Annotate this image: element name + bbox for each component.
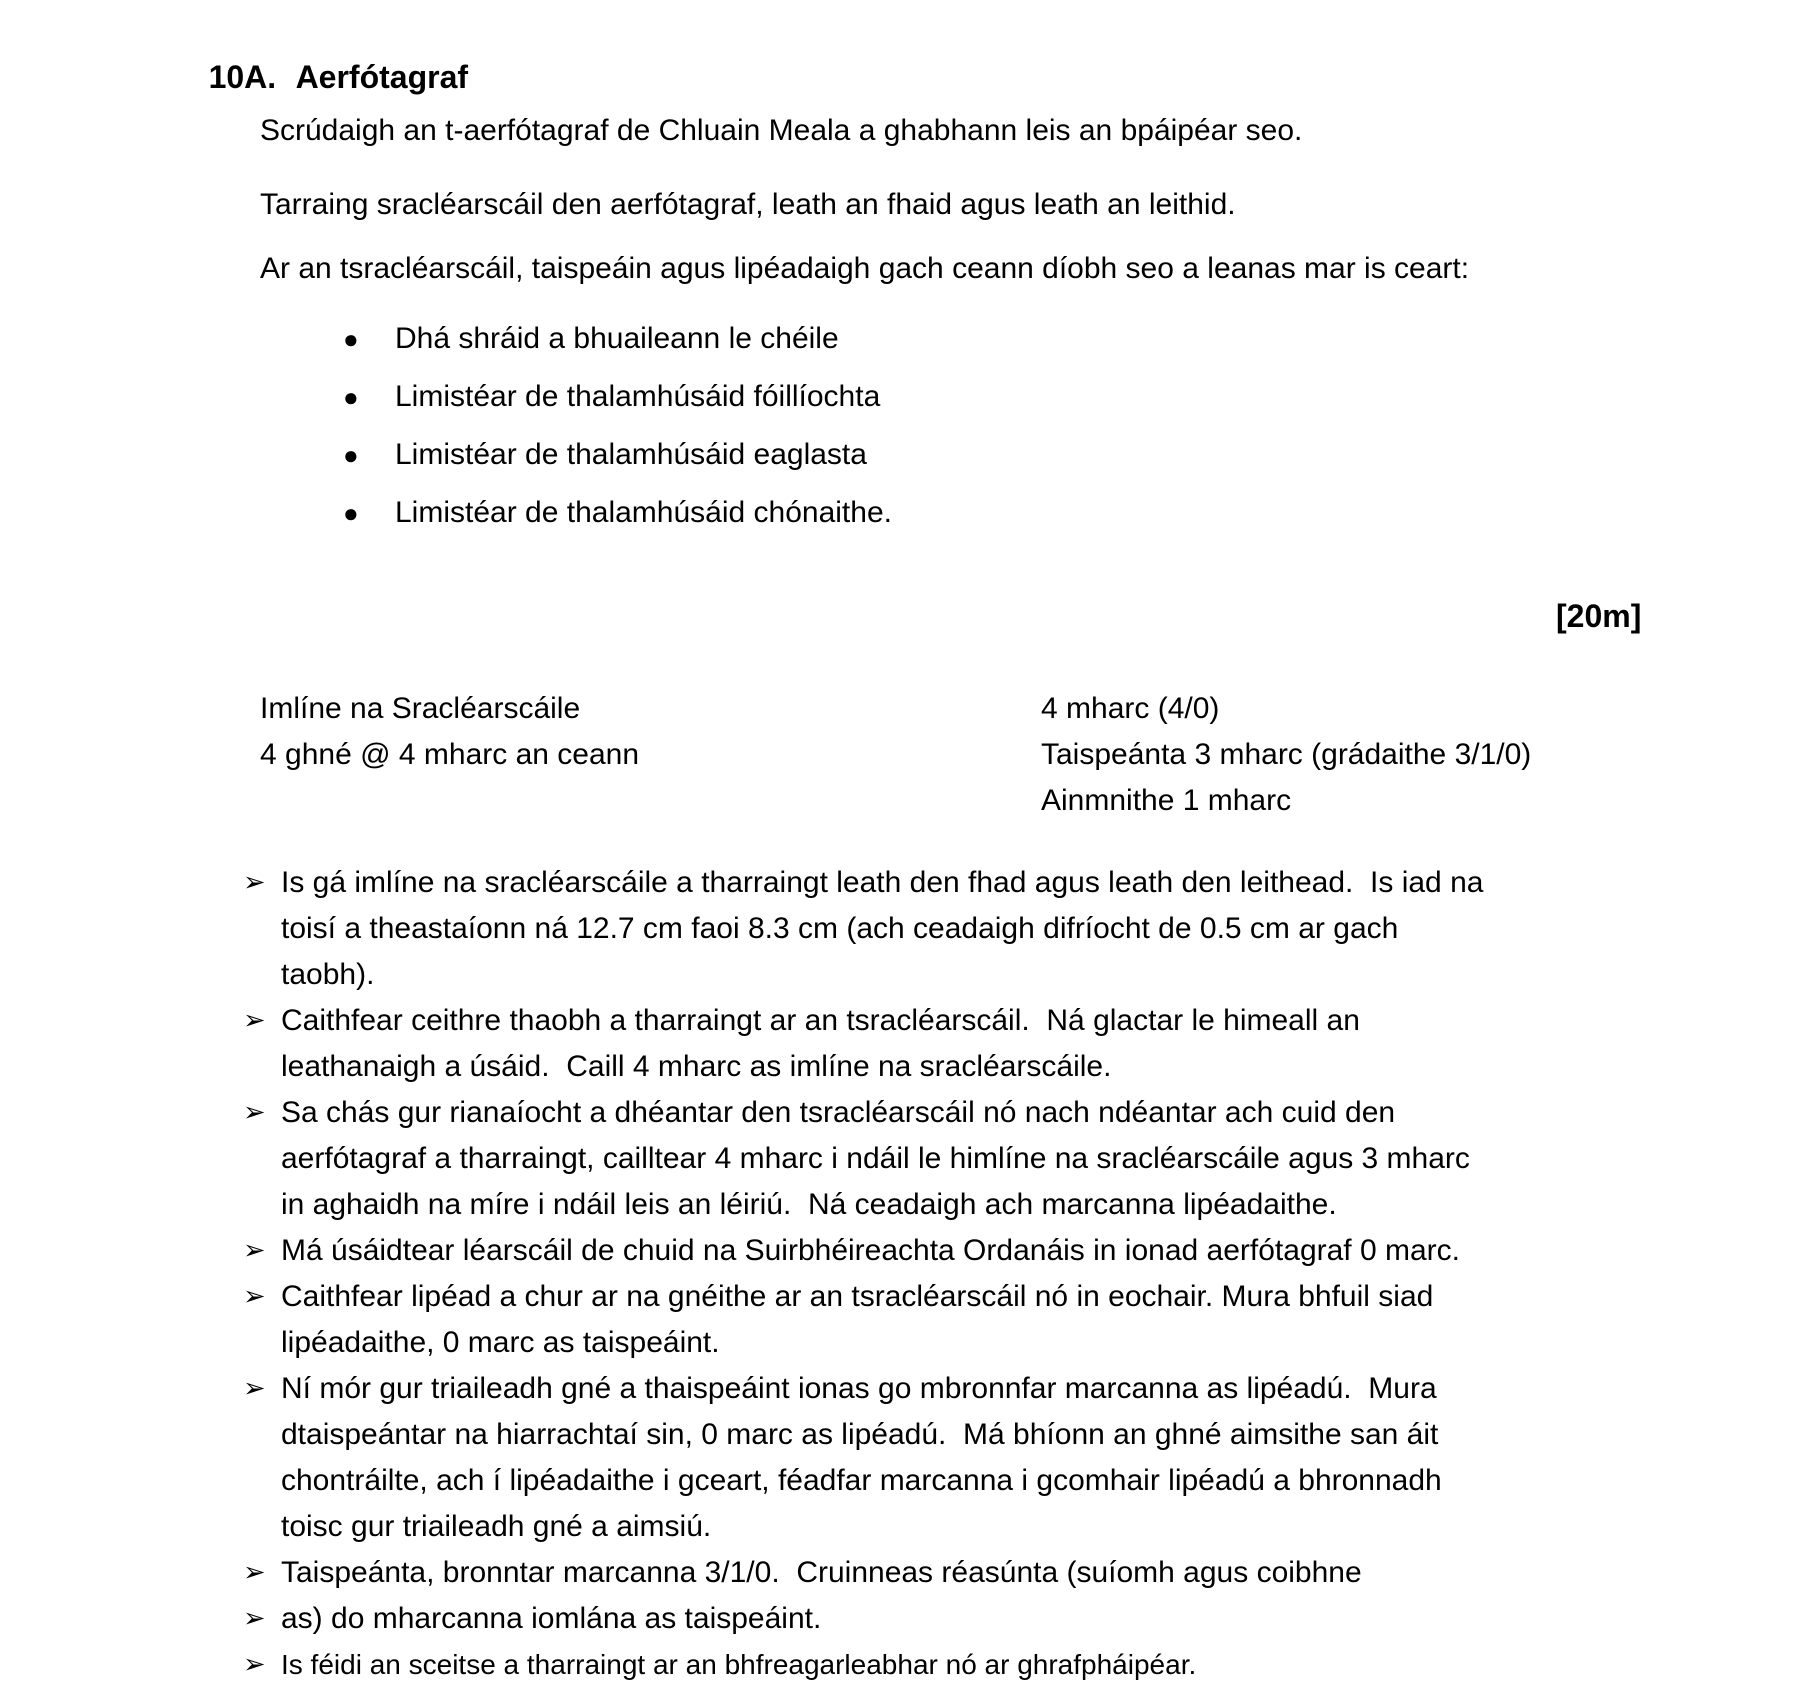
feature-bullet-text: Dhá shráid a bhuaileann le chéile	[395, 322, 839, 355]
feature-bullet-item	[343, 436, 892, 494]
question-title-text: Aerfótagraf	[295, 59, 469, 95]
marking-note-line: Taispeánta, bronntar marcanna 3/1/0. Cruinneas réasúnta (suíomh agus coibhne	[281, 1556, 1362, 1589]
marking-note-line: Is féidi an sceitse a tharraingt ar an bhfreagarleabhar nó ar ghrafpháipéar.	[281, 1649, 1197, 1680]
feature-bullet-item	[343, 320, 892, 378]
intro-paragraph-2: Tarraing sracléarscáil den aerfótagraf, leath an fhaid agus leath an leithid.	[260, 188, 1236, 221]
marking-note-item	[243, 1090, 1483, 1228]
grading-line: Ainmnithe 1 mharc	[1041, 784, 1292, 817]
marking-notes-list	[243, 860, 1483, 1688]
feature-bullet-text: Limistéar de thalamhúsáid fóillíochta	[395, 380, 881, 413]
intro-paragraph-1: Scrúdaigh an t-aerfótagraf de Chluain Meala a ghabhann leis an bpáipéar seo.	[260, 114, 1303, 147]
grading-left-column	[260, 686, 639, 778]
feature-bullet-text: Limistéar de thalamhúsáid chónaithe.	[395, 496, 892, 529]
intro-paragraph-3: Ar an tsracléarscáil, taispeáin agus lipéadaigh gach ceann díobh seo a leanas mar is ceart:	[260, 252, 1470, 285]
arrow-bullet-icon: ➢	[243, 1281, 266, 1312]
marking-note-item	[243, 1550, 1483, 1596]
feature-bullet-text: Limistéar de thalamhúsáid eaglasta	[395, 438, 867, 471]
grading-line: 4 mharc (4/0)	[1041, 692, 1220, 725]
bullet-dot-icon: ●	[343, 324, 359, 354]
marking-note-item	[243, 1228, 1483, 1274]
marking-note-line: lipéadaithe, 0 marc as taispeáint.	[281, 1326, 720, 1359]
marking-note-item	[243, 860, 1483, 998]
marking-note-line: Caithfear ceithre thaobh a tharraingt ar an tsracléarscáil. Ná glactar le himeall an	[281, 1004, 1360, 1037]
marking-note-line: Má úsáidtear léarscáil de chuid na Suirbhéireachta Ordanáis in ionad aerfótagraf 0 marc.	[281, 1234, 1460, 1267]
feature-bullet-item	[343, 494, 892, 552]
bullet-dot-icon: ●	[343, 440, 359, 470]
arrow-bullet-icon: ➢	[243, 1235, 266, 1266]
feature-bullet-item	[343, 378, 892, 436]
arrow-bullet-icon: ➢	[243, 1603, 266, 1634]
arrow-bullet-icon: ➢	[243, 1557, 266, 1588]
marking-note-line: chontráilte, ach í lipéadaithe i gceart, féadfar marcanna i gcomhair lipéadú a bhronnadh	[281, 1464, 1442, 1497]
marks-total-badge: [20m]	[1556, 598, 1642, 634]
marking-note-line: toisí a theastaíonn ná 12.7 cm faoi 8.3 cm (ach ceadaigh difríocht de 0.5 cm ar gach	[281, 912, 1399, 945]
marking-note-item	[243, 1642, 1483, 1688]
marking-note-item	[243, 1274, 1483, 1366]
bullet-dot-icon: ●	[343, 382, 359, 412]
arrow-bullet-icon: ➢	[243, 1373, 266, 1404]
marking-note-line: leathanaigh a úsáid. Caill 4 mharc as imlíne na sracléarscáile.	[281, 1050, 1112, 1083]
grading-right-column	[1041, 686, 1531, 824]
marking-note-line: Is gá imlíne na sracléarscáile a tharraingt leath den fhad agus leath den leithead. Is iad na	[281, 866, 1484, 899]
question-number: 10A.	[208, 59, 277, 95]
marking-note-line: aerfótagraf a tharraingt, cailltear 4 mharc i ndáil le himlíne na sracléarscáile agus 3 mharc	[281, 1142, 1470, 1175]
marking-note-line: taobh).	[281, 958, 375, 991]
marking-note-line: Caithfear lipéad a chur ar na gnéithe ar an tsracléarscáil nó in eochair. Mura bhfuil siad	[281, 1280, 1434, 1313]
arrow-bullet-icon: ➢	[243, 1097, 266, 1128]
marking-note-line: Sa chás gur rianaíocht a dhéantar den tsracléarscáil nó nach ndéantar ach cuid den	[281, 1096, 1396, 1129]
bullet-dot-icon: ●	[343, 498, 359, 528]
arrow-bullet-icon: ➢	[243, 1649, 266, 1680]
marking-note-item	[243, 1596, 1483, 1642]
arrow-bullet-icon: ➢	[243, 1005, 266, 1036]
marking-note-item	[243, 1366, 1483, 1550]
marking-note-line: toisc gur triaileadh gné a aimsiú.	[281, 1510, 712, 1543]
marking-note-line: in aghaidh na míre i ndáil leis an léiriú. Ná ceadaigh ach marcanna lipéadaithe.	[281, 1188, 1337, 1221]
marking-note-line: as) do mharcanna iomlána as taispeáint.	[281, 1602, 822, 1635]
grading-line: Imlíne na Sracléarscáile	[260, 692, 581, 725]
marking-note-item	[243, 998, 1483, 1090]
grading-line: 4 ghné @ 4 mharc an ceann	[260, 738, 640, 771]
grading-line: Taispeánta 3 mharc (grádaithe 3/1/0)	[1041, 738, 1532, 771]
arrow-bullet-icon: ➢	[243, 867, 266, 898]
marking-note-line: dtaispeántar na hiarrachtaí sin, 0 marc as lipéadú. Má bhíonn an ghné aimsithe san áit	[281, 1418, 1439, 1451]
feature-bullet-list	[343, 320, 892, 552]
marking-note-line: Ní mór gur triaileadh gné a thaispeáint ionas go mbronnfar marcanna as lipéadú. Mura	[281, 1372, 1437, 1405]
